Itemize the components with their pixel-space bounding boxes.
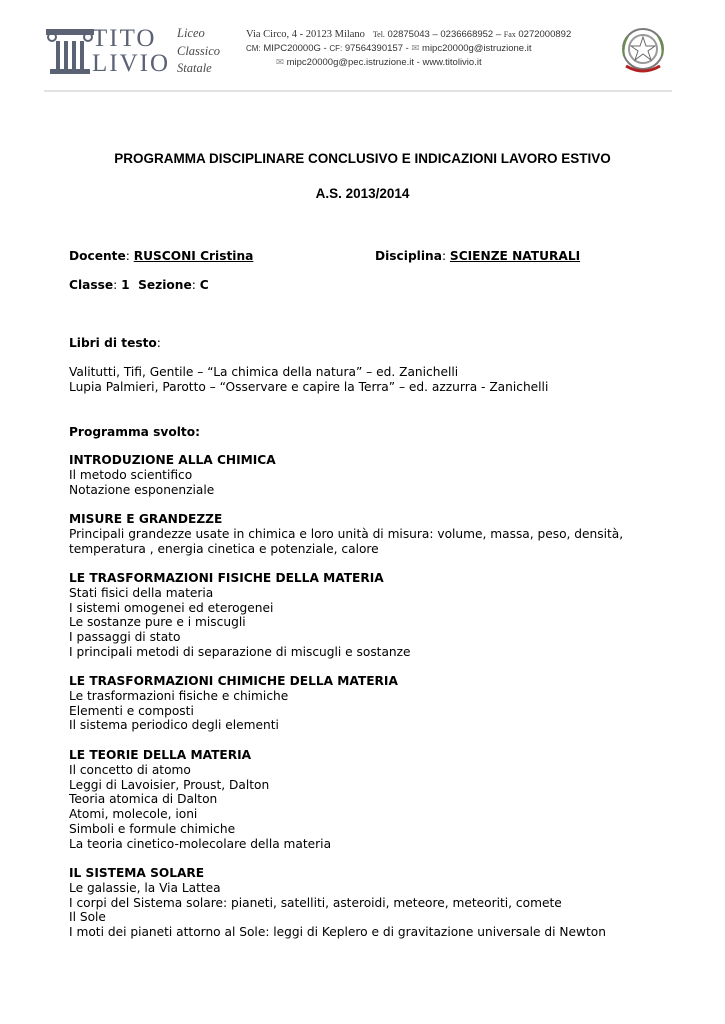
docente-line: Docente: RUSCONI Cristina [69,249,254,263]
list-item: I corpi del Sistema solare: pianeti, satelliti, asteroidi, meteore, meteoriti, comete [69,895,562,910]
sezione-value: C [199,278,209,292]
docente-name: RUSCONI Cristina [133,249,254,263]
document-title: PROGRAMMA DISCIPLINARE CONCLUSIVO E INDICAZIONI LAVORO ESTIVO [114,151,611,166]
libro-2: Lupia Palmieri, Parotto – “Osservare e capire la Terra” – ed. azzurra - Zanichelli [69,380,549,394]
list-item: Il concetto di atomo [69,762,191,777]
logo-word-tito: TITO [92,25,157,52]
list-item: Le trasformazioni fisiche e chimiche [69,688,289,703]
section-title: MISURE E GRANDEZZE [69,512,223,526]
sezione-label: Sezione [138,278,192,292]
envelope-icon: ✉ [276,57,284,68]
letterhead [0,0,725,95]
section-title: INTRODUZIONE ALLA CHIMICA [69,453,276,467]
section-title: LE TEORIE DELLA MATERIA [69,748,252,762]
list-item: Simboli e formule chimiche [69,821,236,836]
disciplina-line: Disciplina: SCIENZE NATURALI [375,249,581,263]
section-misure [69,512,623,556]
tel-number: 02875043 – 0236668952 – [387,29,502,40]
column-logo-icon [44,27,96,75]
section-sistema-solare [69,866,606,940]
logo-word-livio: LIVIO [92,50,171,77]
list-item: Leggi di Lavoisier, Proust, Dalton [69,777,270,792]
cm-code: MIPC20000G - [263,43,327,54]
list-item: Notazione esponenziale [69,482,215,497]
pec-and-website[interactable]: mipc20000g@pec.istruzione.it - www.titolivio.it [286,57,482,68]
list-item: Il metodo scientifico [69,467,193,482]
logo-script-liceo: Liceo [177,26,205,40]
fax-number: 0272000892 [518,29,572,40]
cf-label: CF: [329,44,343,53]
docente-label: Docente [69,249,126,263]
programma-heading: Programma svolto: [69,425,200,439]
header-address-line [246,29,571,40]
email-link[interactable]: mipc20000g@istruzione.it [422,43,532,54]
section-introduzione [69,453,276,497]
libri-label: Libri di testo [69,336,157,350]
italian-republic-emblem-icon [620,26,666,76]
logo-script-classico: Classico [177,44,221,58]
list-item: Il sistema periodico degli elementi [69,718,279,733]
list-item: Le sostanze pure e i miscugli [69,615,246,630]
list-item: temperatura , energia cinetica e potenziale, calore [69,541,379,556]
section-trasformazioni-chimiche [69,674,398,733]
cf-code: 97564390157 - [344,43,409,54]
cm-label: CM: [246,44,261,53]
classe-value: 1 [121,278,130,292]
header-pec-line [276,57,482,68]
list-item: I moti dei pianeti attorno al Sole: leggi di Keplero e di gravitazione universale di Newton [69,925,606,940]
header-codes-line [246,43,531,54]
section-title: LE TRASFORMAZIONI FISICHE DELLA MATERIA [69,571,384,585]
list-item: Elementi e composti [69,703,194,718]
libro-1: Valitutti, Tifi, Gentile – “La chimica della natura” – ed. Zanichelli [69,365,459,379]
logo-script-statale: Statale [177,61,212,75]
list-item: Principali grandezze usate in chimica e loro unità di misura: volume, massa, peso, densità, [69,526,624,541]
disciplina-name: SCIENZE NATURALI [449,249,581,263]
list-item: Le galassie, la Via Lattea [69,880,221,895]
school-year: A.S. 2013/2014 [315,186,410,201]
classe-line: Classe: 1 Sezione: C [69,278,209,292]
libri-heading: Libri di testo: [69,336,161,350]
list-item: I principali metodi di separazione di miscugli e sostanze [69,644,411,659]
section-title: LE TRASFORMAZIONI CHIMICHE DELLA MATERIA [69,674,398,688]
section-trasformazioni-fisiche [69,571,411,660]
header-divider [44,90,672,92]
envelope-icon: ✉ [411,43,420,54]
tel-label: Tel. [372,30,385,39]
list-item: Atomi, molecole, ioni [69,807,198,822]
classe-label: Classe [69,278,114,292]
list-item: Teoria atomica di Dalton [69,792,218,807]
address: Via Circo, 4 - 20123 Milano [246,29,365,40]
list-item: I passaggi di stato [69,630,181,645]
fax-label: Fax [503,30,516,39]
section-teorie [69,748,331,852]
list-item: Stati fisici della materia [69,585,214,600]
list-item: I sistemi omogenei ed eterogenei [69,600,274,615]
list-item: Il Sole [69,910,106,925]
list-item: La teoria cinetico-molecolare della materia [69,836,332,851]
section-title: IL SISTEMA SOLARE [69,866,205,880]
disciplina-label: Disciplina [375,249,442,263]
